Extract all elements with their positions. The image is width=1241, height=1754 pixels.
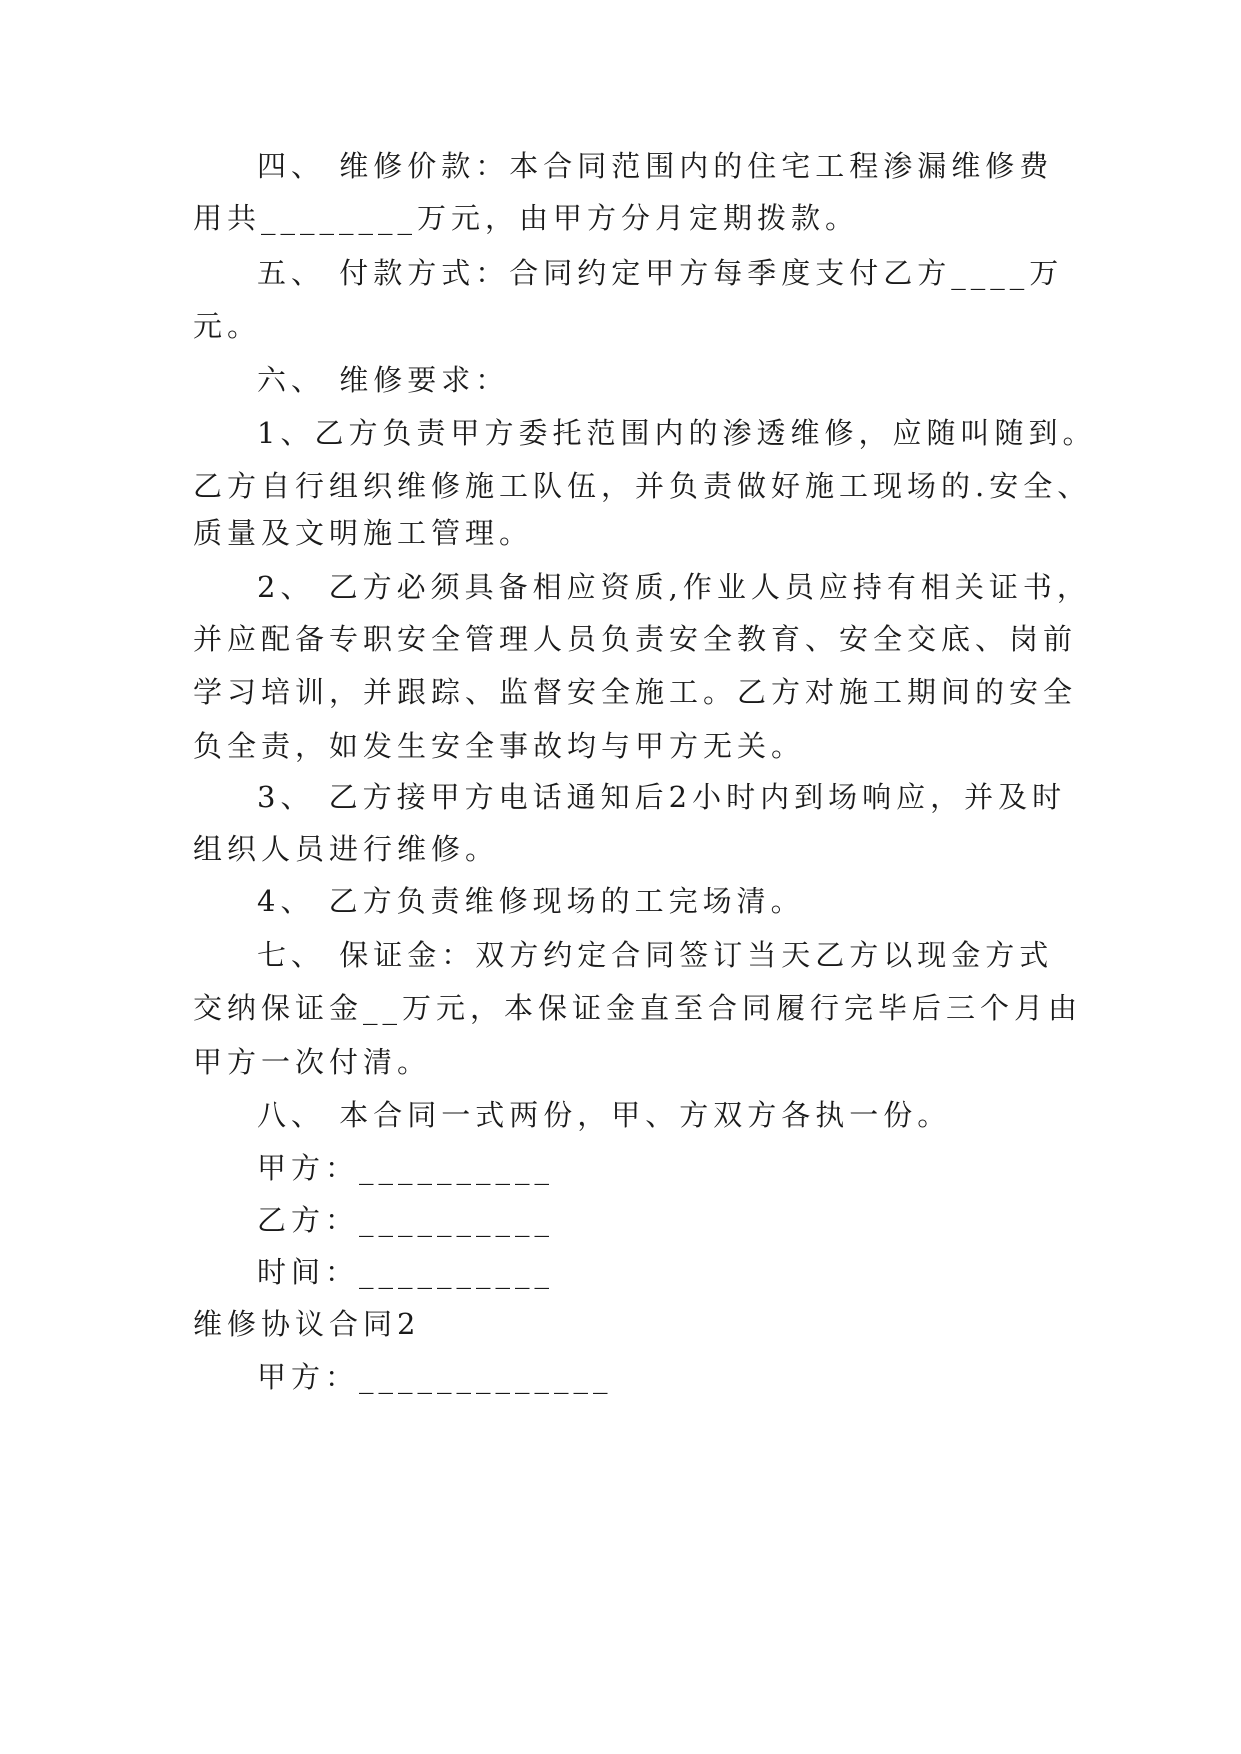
item-3-line-2: 组织人员进行维修。	[193, 832, 500, 866]
item-2-line-3: 学习培训，并跟踪、监督安全施工。乙方对施工期间的安全	[193, 675, 1078, 709]
clause-4-line-1: 四、 维修价款：本合同范围内的住宅工程渗漏维修费	[257, 149, 1054, 183]
item-2-line-2: 并应配备专职安全管理人员负责安全教育、安全交底、岗前	[193, 622, 1078, 656]
party-b-signature-line: 乙方：__________	[257, 1203, 555, 1237]
clause-7-line-1: 七、 保证金：双方约定合同签订当天乙方以现金方式	[257, 938, 1054, 972]
contract-2-party-a-line: 甲方：_____________	[257, 1360, 613, 1394]
item-2-line-4: 负全责，如发生安全事故均与甲方无关。	[193, 729, 806, 763]
item-4-line-1: 4、 乙方负责维修现场的工完场清。	[257, 884, 805, 918]
clause-7-line-3: 甲方一次付清。	[193, 1045, 432, 1079]
clause-5-line-1: 五、 付款方式：合同约定甲方每季度支付乙方____万	[257, 256, 1064, 290]
item-3-line-1: 3、 乙方接甲方电话通知后2小时内到场响应，并及时	[257, 780, 1067, 814]
item-1-line-2: 乙方自行组织维修施工队伍，并负责做好施工现场的.安全、	[193, 469, 1092, 503]
date-signature-line: 时间：__________	[257, 1255, 555, 1289]
section-title-contract-2: 维修协议合同2	[193, 1307, 421, 1341]
item-1-line-3: 质量及文明施工管理。	[193, 516, 534, 550]
clause-8-line-1: 八、 本合同一式两份，甲、方双方各执一份。	[257, 1098, 952, 1132]
clause-5-line-2: 元。	[193, 309, 262, 343]
item-1-line-1: 1、乙方负责甲方委托范围内的渗透维修，应随叫随到。	[257, 416, 1097, 450]
clause-6-heading: 六、 维修要求：	[257, 363, 510, 397]
clause-7-line-2: 交纳保证金__万元，本保证金直至合同履行完毕后三个月由	[193, 991, 1083, 1025]
item-2-line-1: 2、 乙方必须具备相应资质,作业人员应持有相关证书，	[257, 570, 1091, 604]
clause-4-line-2: 用共________万元，由甲方分月定期拨款。	[193, 201, 860, 235]
party-a-signature-line: 甲方：__________	[257, 1151, 555, 1185]
